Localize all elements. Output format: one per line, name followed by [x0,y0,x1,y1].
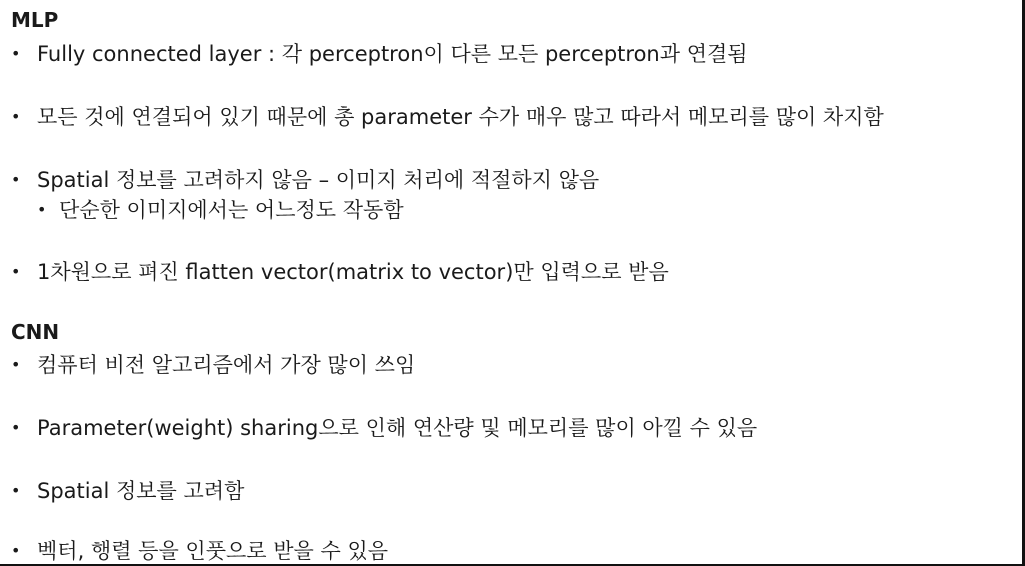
mlp-bullet-3-text: Spatial 정보를 고려하지 않음 – 이미지 처리에 적절하지 않음 [37,168,600,192]
bullet-dot: • [11,418,21,437]
mlp-bullet-4-text: 1차원으로 펴진 flatten vector(matrix to vector)만 입력으로 받음 [37,260,669,284]
mlp-sub-bullet [37,196,404,224]
mlp-bullet-4 [11,258,669,286]
mlp-sub-bullet-text: 단순한 이미지에서는 어느정도 작동함 [59,198,404,222]
bullet-dot: • [11,44,21,63]
cnn-bullet-4 [11,537,388,565]
bullet-dot: • [11,481,21,500]
bullet-dot: • [11,170,21,189]
mlp-bullet-1 [11,40,748,68]
cnn-bullet-1 [11,351,415,379]
bullet-dot: • [37,200,47,219]
bullet-dot: • [11,355,21,374]
cnn-bullet-3 [11,477,244,505]
mlp-bullet-3 [11,166,599,194]
bullet-dot: • [11,107,21,126]
cnn-bullet-1-text: 컴퓨터 비전 알고리즘에서 가장 많이 쓰임 [37,353,416,377]
mlp-bullet-2-text: 모든 것에 연결되어 있기 때문에 총 parameter 수가 매우 많고 따라서 메모리를 많이 차지함 [37,105,884,129]
mlp-heading: MLP [11,8,59,32]
cnn-bullet-3-text: Spatial 정보를 고려함 [37,479,245,503]
cnn-bullet-2 [11,414,757,442]
cnn-bullet-2-text: Parameter(weight) sharing으로 인해 연산량 및 메모리를 많이 아낄 수 있음 [37,416,758,440]
cnn-bullet-4-text: 벡터, 행렬 등을 인풋으로 받을 수 있음 [37,539,389,563]
bullet-dot: • [11,541,21,560]
bullet-dot: • [11,262,21,281]
cnn-heading: CNN [11,320,60,344]
mlp-bullet-2 [11,103,884,131]
mlp-bullet-1-text: Fully connected layer : 각 perceptron이 다른 모든 perceptron과 연결됨 [37,42,748,66]
